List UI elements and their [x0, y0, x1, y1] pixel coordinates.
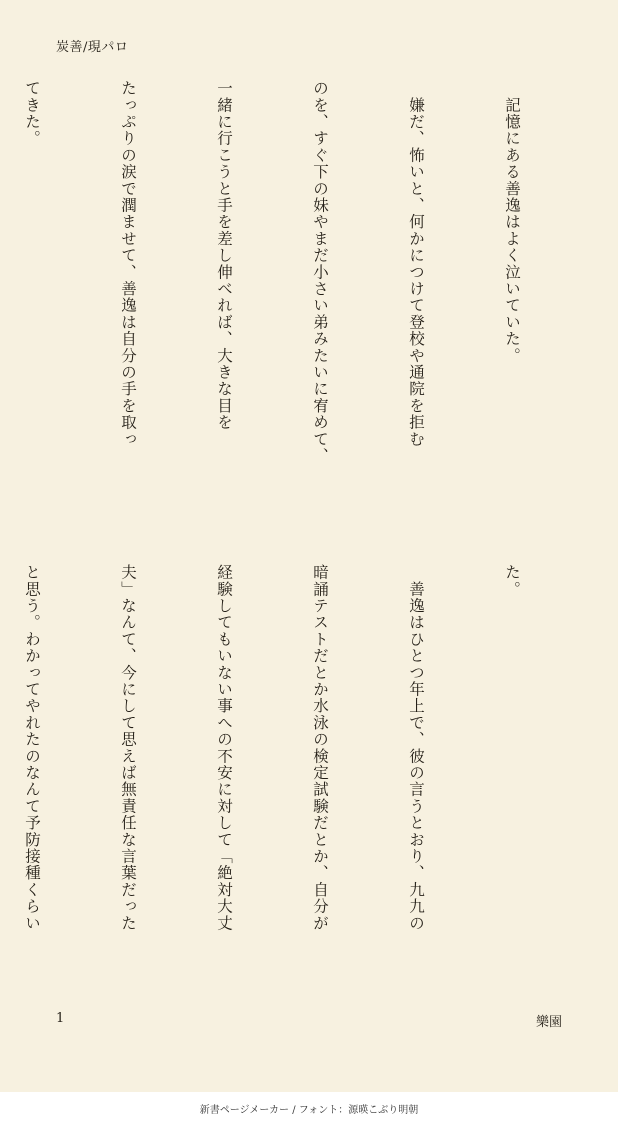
text-line: た。 — [503, 564, 521, 598]
text-line: 暗誦テストだとか水泳の検定試験だとか、自分が — [311, 564, 329, 932]
text-line: てきた。 — [23, 80, 41, 147]
text-line: 嫌だ、怖いと、何かにつけて登校や通院を拒む — [407, 80, 425, 448]
text-line: 記憶にある善逸はよく泣いていた。 — [503, 80, 521, 364]
text-line: と思う。わかってやれたのなんて予防接種くらい — [23, 564, 41, 932]
lower-text-block — [23, 564, 592, 996]
text-line: 夫」なんて、今にして思えば無責任な言葉だった — [119, 564, 137, 932]
generator-credit: 新書ページメーカー / フォント：源暎こぶり明朝 — [0, 1092, 618, 1132]
page-header-title: 炭善/現パロ — [56, 40, 129, 55]
upper-text-block — [23, 80, 592, 542]
book-title: 樂園 — [535, 1015, 562, 1030]
text-line: たっぷりの涙で潤ませて、善逸は自分の手を取っ — [119, 80, 137, 448]
text-line: のを、すぐ下の妹やまだ小さい弟みたいに宥めて、 — [311, 80, 329, 465]
text-line: 善逸はひとつ年上で、彼の言うとおり、九九の — [407, 564, 425, 932]
text-line: 一緒に行こうと手を差し伸べれば、大きな目を — [215, 80, 233, 431]
text-line: 経験してもいない事への不安に対して「絶対大丈 — [215, 564, 233, 932]
page-number: 1 — [56, 1011, 65, 1026]
